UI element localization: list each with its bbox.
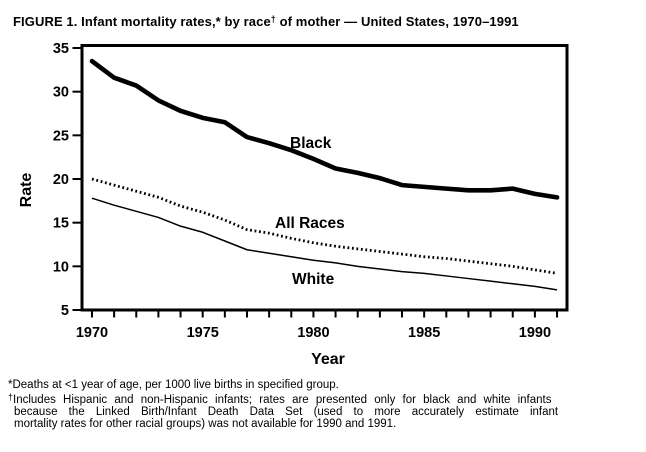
- y-tick-label: 20: [52, 172, 69, 188]
- footnote-dagger-text-1: Includes Hispanic and non-Hispanic infants; rates are presented only for black and white infants: [13, 393, 552, 406]
- dagger-superscript: †: [270, 14, 276, 24]
- x-tick-label: 1980: [297, 325, 330, 341]
- series-label-white: White: [292, 271, 335, 288]
- x-axis-title: Year: [311, 351, 345, 368]
- series-label-black: Black: [290, 135, 332, 152]
- x-tick-label: 1970: [75, 325, 109, 341]
- footnote-dagger-line-3: mortality rates for other racial groups) was not available for 1990 and 1991.: [14, 417, 397, 430]
- x-axis: [76, 310, 557, 341]
- y-tick-label: 35: [52, 41, 69, 57]
- y-tick-label: 10: [52, 259, 69, 276]
- y-axis: [53, 41, 82, 319]
- series-label-all-races: All Races: [275, 215, 345, 232]
- figure-title-text: FIGURE 1. Infant mortality rates,* by race: [13, 14, 271, 29]
- footnote-dagger-line-1: [8, 392, 639, 407]
- y-tick-label: 30: [52, 84, 69, 101]
- figure-title-text-2: of mother — United States, 1970–1991: [275, 14, 519, 29]
- line-black: [92, 61, 557, 197]
- footnotes: [8, 380, 639, 431]
- x-tick-label: 1975: [186, 325, 219, 341]
- chart-lines: [92, 61, 557, 290]
- y-tick-label: 25: [52, 128, 69, 145]
- dagger-symbol: †: [8, 391, 14, 402]
- y-axis-title: Rate: [18, 172, 35, 208]
- footnote-asterisk: *Deaths at <1 year of age, per 1000 live births in specified group.: [8, 379, 339, 391]
- x-tick-label: 1990: [518, 325, 552, 341]
- x-tick-label: 1985: [408, 325, 441, 341]
- footnote-dagger-line-2: because the Linked Birth/Infant Death Data Set (used to more accurately estimate infant: [14, 405, 559, 418]
- y-tick-label: 5: [60, 303, 69, 319]
- y-tick-label: 15: [52, 215, 69, 232]
